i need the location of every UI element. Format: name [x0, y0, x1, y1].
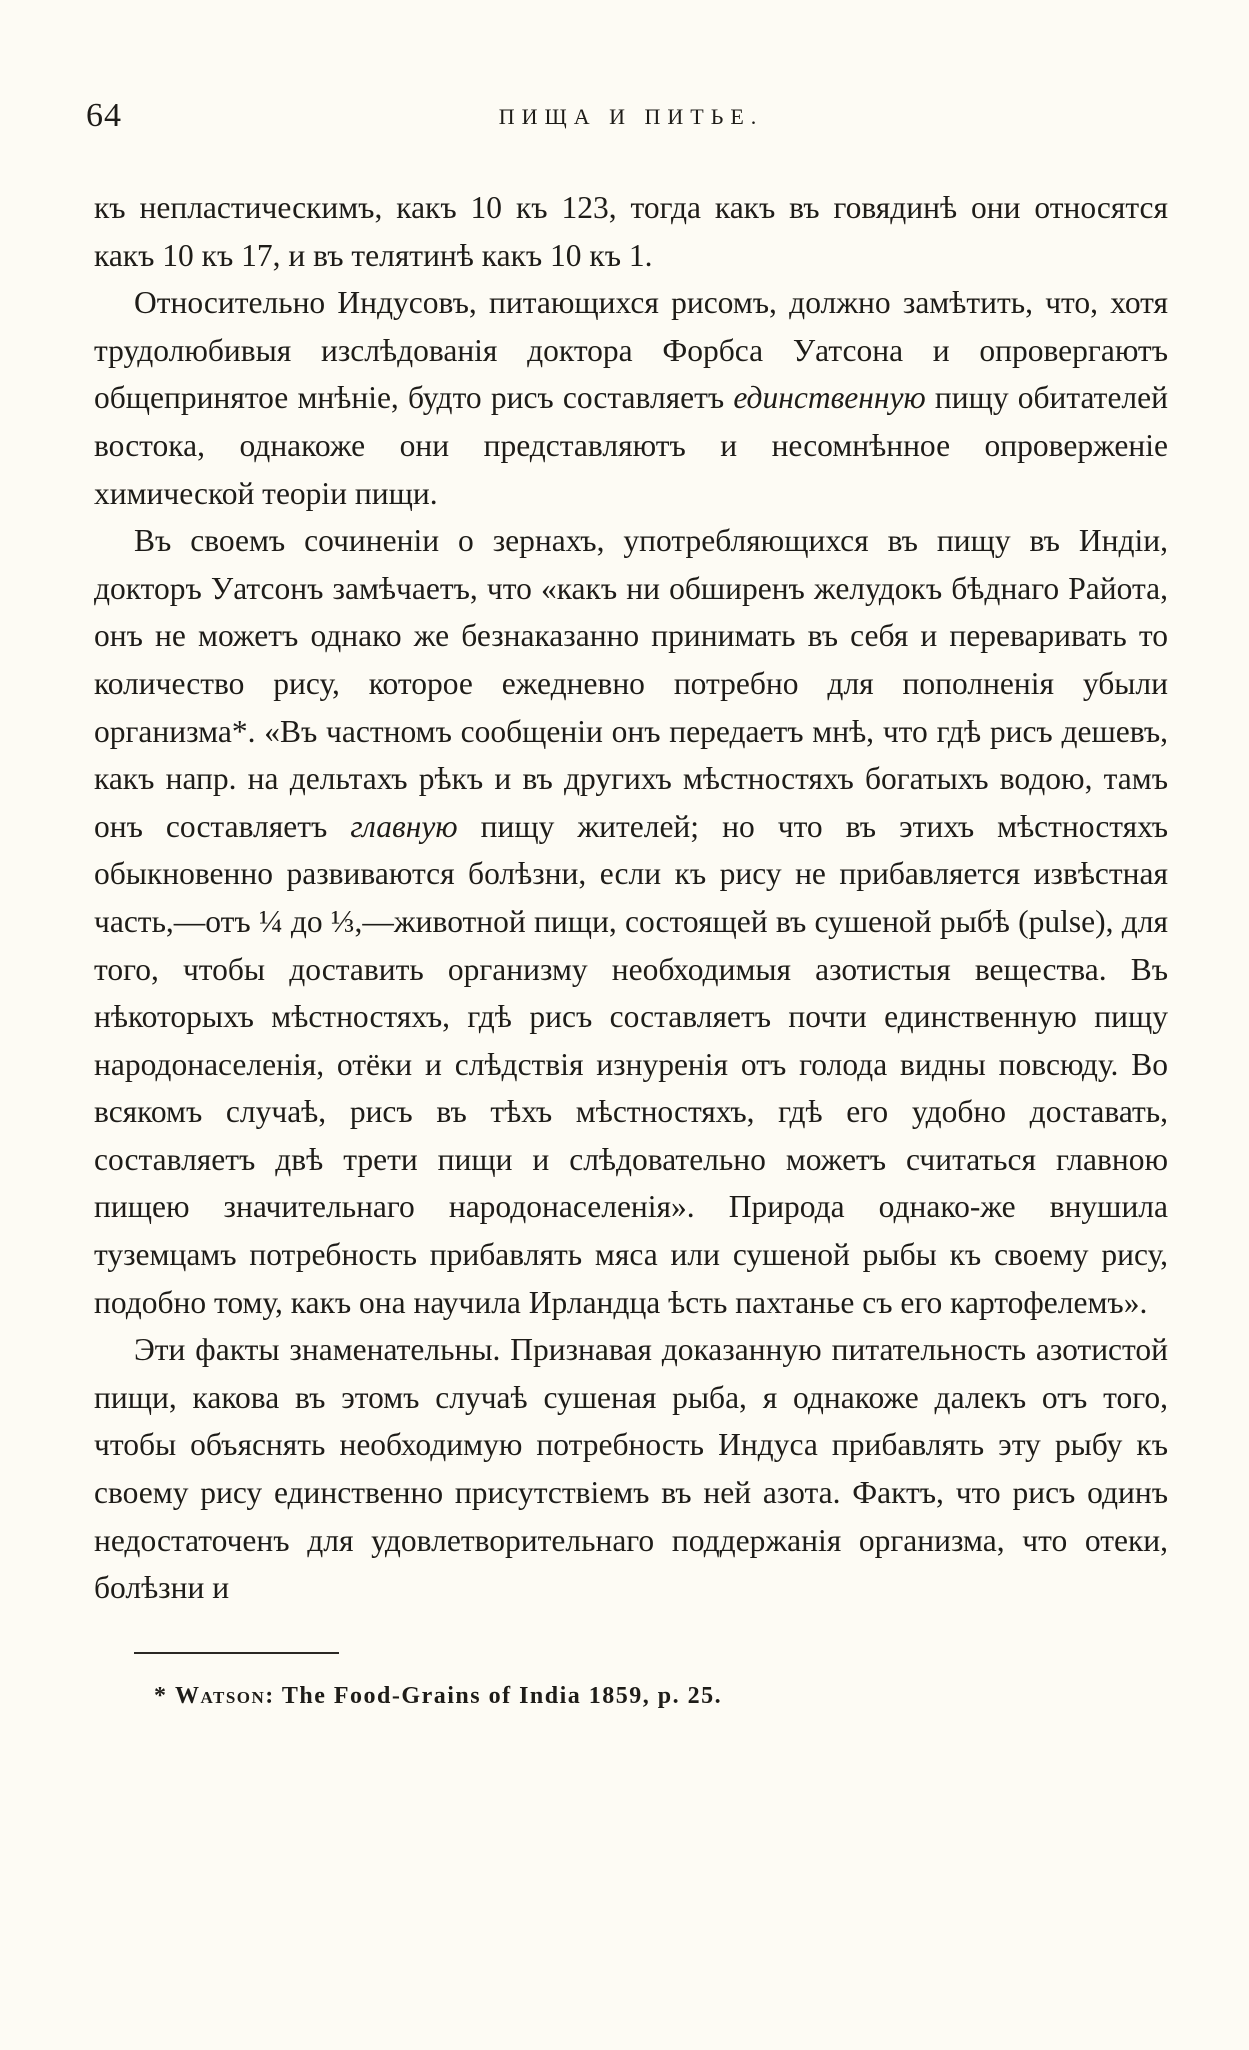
body-text	[94, 184, 1168, 1612]
paragraph-indus-rice	[94, 279, 1168, 517]
paragraph-continuation	[94, 184, 1168, 279]
page	[86, 97, 1168, 1712]
paragraph-text: пищу обитателей востока, однакоже они представляютъ и несомнѣнное опроверженіе химической теоріи пищи.	[94, 380, 1168, 511]
footnote-citation: The Food-Grains of India 1859, p. 25.	[281, 1682, 723, 1709]
paragraph-text: пищу жителей; но что въ этихъ мѣстностяхъ обыкновенно развиваются болѣзни, если къ рису не прибавляется извѣстная часть,—отъ ¼ до ⅓,—животной пищи, состоящей въ сушеной рыбѣ (pulse), для того, чтобы доставить организму необходимыя азотистыя вещества. Въ нѣкоторыхъ мѣстностяхъ, гдѣ рисъ составляетъ почти единственную пищу народонаселенія, отёки и слѣдствія изнуренія отъ голода видны повсюду. Во всякомъ случаѣ, рисъ въ тѣхъ мѣстностяхъ, гдѣ его удобно доставать, составляетъ двѣ трети пищи и слѣдовательно можетъ считаться главною пищею значительнаго народонаселенія». Природа однако-же внушила туземцамъ потребность прибавлять мяса или сушеной рыбы къ своему рису, подобно тому, какъ она научила Ирландца ѣсть пахтанье съ его картофелемъ».	[94, 808, 1168, 1320]
paragraph-text: Въ своемъ сочиненіи о зернахъ, употребляющихся въ пищу въ Индіи, докторъ Уатсонъ замѣчаетъ, что «какъ ни обширенъ желудокъ бѣднаго Райота, онъ не можетъ однако же безнаказанно принимать въ себя и переваривать то количество рису, которое ежедневно потребно для пополненія убыли организма*. «Въ частномъ сообщеніи онъ передаетъ мнѣ, что гдѣ рисъ дешевъ, какъ напр. на дельтахъ рѣкъ и въ другихъ мѣстностяхъ богатыхъ водою, тамъ онъ составляетъ	[94, 523, 1168, 844]
italic-emphasis: единственную	[733, 380, 926, 416]
paragraph-watson-quote	[94, 517, 1168, 1326]
footnote	[154, 1680, 1168, 1712]
footnote-marker: *	[154, 1682, 168, 1709]
page-number: 64	[86, 97, 122, 134]
italic-emphasis: главную	[350, 808, 458, 844]
paragraph-text: Эти факты знаменательны. Признавая доказанную питательность азотистой пищи, какова въ этомъ случаѣ сушеная рыба, я однакоже далекъ отъ того, чтобы объяснять необходимую потребность Индуса прибавлять эту рыбу къ своему рису единственно присутствіемъ въ ней азота. Фактъ, что рисъ одинъ недостаточенъ для удовлетворительнаго поддержанія организма, что отеки, болѣзни и	[94, 1332, 1168, 1606]
footnote-divider	[134, 1652, 339, 1654]
paragraph-facts	[94, 1326, 1168, 1612]
running-head: ПИЩА И ПИТЬЕ.	[498, 104, 764, 129]
paragraph-text: къ непластическимъ, какъ 10 къ 123, тогда какъ въ говядинѣ они относятся какъ 10 къ 17, и въ телятинѣ какъ 10 къ 1.	[94, 190, 1168, 273]
page-header	[86, 97, 1168, 142]
footnote-author: Watson:	[175, 1682, 275, 1709]
paragraph-text: Относительно Индусовъ, питающихся рисомъ, должно замѣтить, что, хотя трудолюбивыя изслѣдованія доктора Форбса Уатсона и опровергаютъ общепринятое мнѣніе, будто рисъ составляетъ	[94, 285, 1168, 416]
